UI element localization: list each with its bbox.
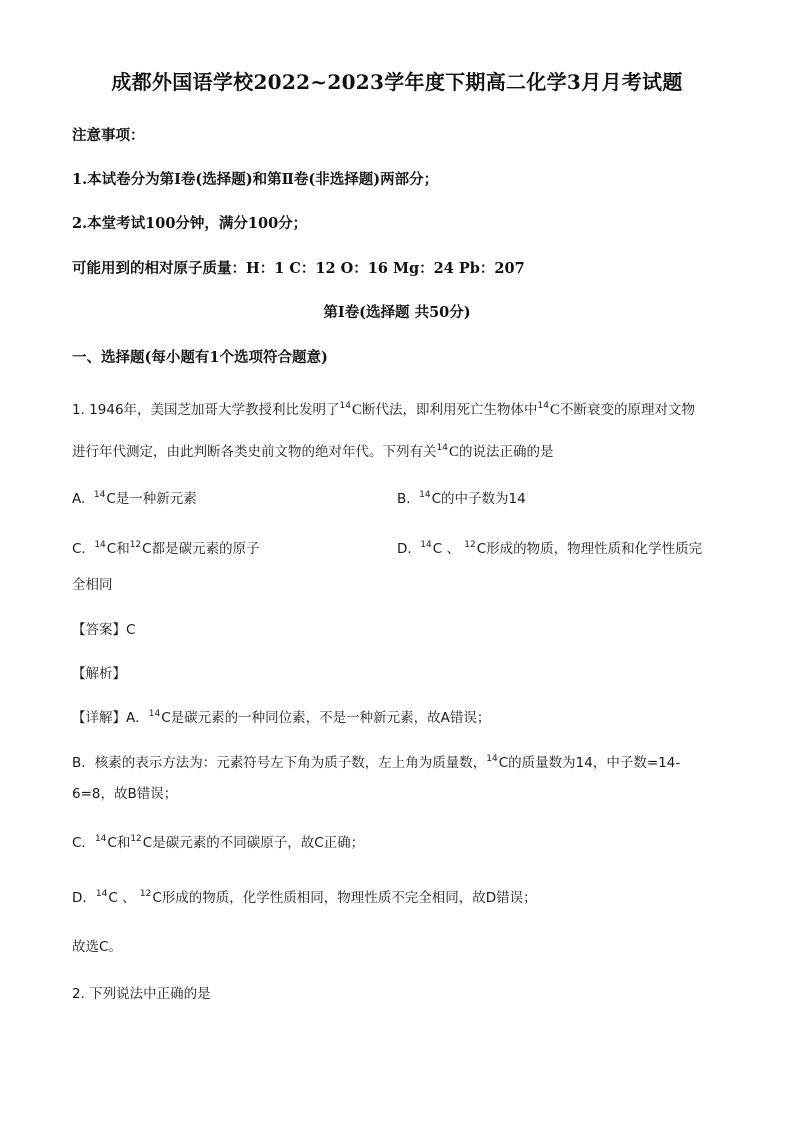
notes-item-1: 1.本试卷分为第I卷(选择题)和第Ⅱ卷(非选择题)两部分； bbox=[72, 171, 439, 188]
q1-answer: 【答案】C bbox=[72, 622, 136, 638]
q1-option-d-continued: 全相同 bbox=[72, 577, 113, 593]
notes-heading: 注意事项： bbox=[72, 127, 145, 144]
q1-detail-b-continued: 6=8，故B错误； bbox=[72, 786, 178, 802]
exam-title: 成都外国语学校2022~2023学年度下期高二化学3月月考试题 bbox=[111, 70, 683, 94]
q1-stem-line2: 进行年代测定，由此判断各类史前文物的绝对年代。下列有关$^{14}$C的说法正确的是 bbox=[72, 443, 554, 460]
atomic-masses: 可能用到的相对原子质量：H：1 C：12 O：16 Mg：24 Pb：207 bbox=[72, 260, 525, 277]
notes-item-2: 2.本堂考试100分钟，满分100分； bbox=[72, 215, 308, 232]
part-title: 第I卷(选择题 共50分) bbox=[323, 304, 471, 321]
q1-detail-c: C．$^{14}$C和$^{12}$C是碳元素的不同碳原子，故C正确； bbox=[72, 834, 365, 851]
section-heading: 一、选择题(每小题有1个选项符合题意) bbox=[72, 349, 328, 366]
q1-option-a: A. $^{14}$C是一种新元素 bbox=[72, 490, 197, 507]
q1-option-c: C. $^{14}$C和$^{12}$C都是碳元素的原子 bbox=[72, 540, 260, 557]
q2-stem: 2. 下列说法中正确的是 bbox=[72, 986, 211, 1002]
q1-analysis-label: 【解析】 bbox=[72, 666, 126, 682]
q1-detail-b: B．核素的表示方法为：元素符号左下角为质子数，左上角为质量数，$^{14}$C的质量数为14，中子数=14- bbox=[72, 754, 681, 771]
q1-option-b: B. $^{14}$C的中子数为14 bbox=[397, 490, 526, 507]
q1-detail-d: D．$^{14}$C 、 $^{12}$C形成的物质，化学性质相同，物理性质不完全相同，故D错误； bbox=[72, 889, 537, 906]
q1-detail-a: 【详解】A．$^{14}$C是碳元素的一种同位素，不是一种新元素，故A错误； bbox=[72, 709, 491, 726]
q1-stem-line1: 1. 1946年，美国芝加哥大学教授利比发明了$^{14}$C断代法，即利用死亡生物体中$^{14}$C不断衰变的原理对文物 bbox=[72, 401, 695, 418]
q1-choice: 故选C。 bbox=[72, 939, 122, 955]
q1-option-d: D. $^{14}$C 、 $^{12}$C形成的物质，物理性质和化学性质完 bbox=[397, 540, 703, 557]
